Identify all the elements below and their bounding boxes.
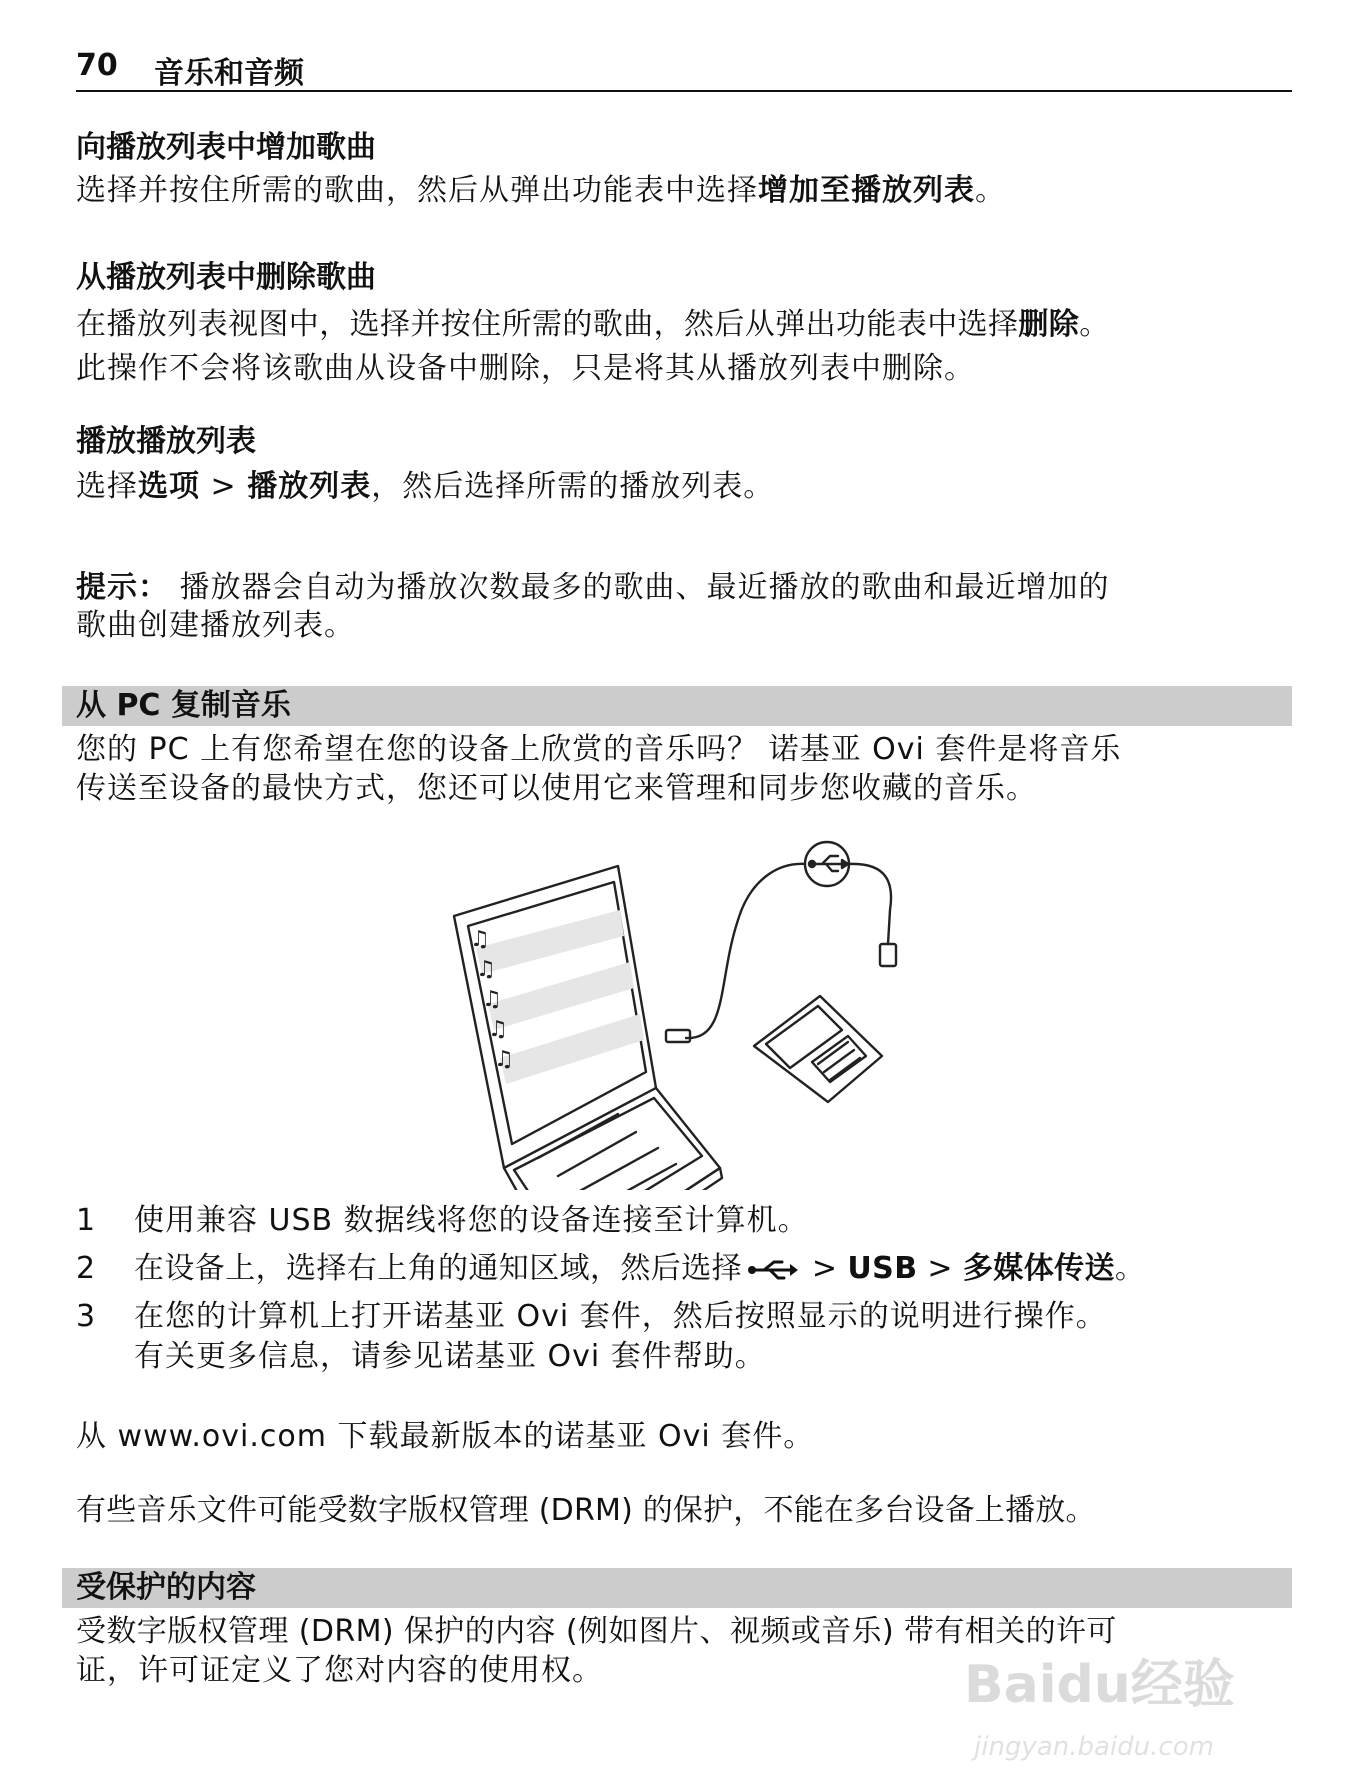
watermark-url: jingyan.baidu.com [974, 1732, 1214, 1762]
step-text-line1: 在您的计算机上打开诺基亚 Ovi 套件，然后按照显示的说明进行操作。 [134, 1299, 1107, 1334]
section-play-playlist [76, 422, 1292, 508]
menu-option-usb: USB [847, 1251, 918, 1286]
tip-label: 提示： [76, 570, 169, 605]
svg-text:♫: ♫ [482, 987, 502, 1012]
section-body: 选择选项 > 播放列表，然后选择所需的播放列表。 [76, 469, 775, 504]
section-body-line1: 在播放列表视图中，选择并按住所需的歌曲，然后从弹出功能表中选择删除。 [76, 307, 1110, 342]
page-number: 70 [76, 48, 118, 83]
tip-box [76, 568, 1292, 644]
section-copy-music-body [76, 730, 1292, 808]
step-text: 在设备上，选择右上角的通知区域，然后选择 > USB > 多媒体传送。 [134, 1251, 1146, 1286]
body-line2: 传送至设备的最快方式，您还可以使用它来管理和同步您收藏的音乐。 [76, 771, 1037, 806]
menu-option-delete: 删除 [1018, 307, 1080, 342]
step-text-line2: 有关更多信息，请参见诺基亚 Ovi 套件帮助。 [134, 1339, 766, 1374]
section-heading: 从播放列表中删除歌曲 [76, 260, 376, 295]
usb-icon [746, 1258, 798, 1282]
menu-option-add-to-playlist: 增加至播放列表 [758, 173, 975, 208]
drm-text: 有些音乐文件可能受数字版权管理 (DRM) 的保护，不能在多台设备上播放。 [76, 1493, 1096, 1528]
download-text: 从 www.ovi.com 下载最新版本的诺基亚 Ovi 套件。 [76, 1419, 815, 1454]
section-band-protected-content [62, 1568, 1292, 1608]
section-add-song [76, 128, 1292, 212]
list-item [76, 1248, 1292, 1290]
tip-line1: 提示： 播放器会自动为播放次数最多的歌曲、最近播放的歌曲和最近增加的 [76, 570, 1110, 605]
watermark-brand: Baidu经验 [964, 1655, 1235, 1715]
body-line1: 受数字版权管理 (DRM) 保护的内容 (例如图片、视频或音乐) 带有相关的许可 [76, 1614, 1117, 1649]
steps-list [76, 1200, 1292, 1382]
section-delete-song [76, 258, 1292, 390]
drm-note [76, 1490, 1292, 1532]
menu-option-options: 选项 [138, 469, 200, 504]
usb-cable-icon [666, 864, 896, 1042]
usb-icon [805, 842, 849, 886]
section-body: 选择并按住所需的歌曲，然后从弹出功能表中选择增加至播放列表。 [76, 173, 1006, 208]
band-title: 从 PC 复制音乐 [76, 688, 291, 723]
svg-text:♫: ♫ [470, 927, 490, 952]
svg-text:♫: ♫ [494, 1047, 514, 1072]
list-item [76, 1296, 1292, 1376]
download-note [76, 1416, 1292, 1458]
section-band-copy-music [62, 686, 1292, 726]
section-heading: 向播放列表中增加歌曲 [76, 130, 376, 165]
section-heading: 播放播放列表 [76, 424, 256, 459]
step-number: 1 [76, 1203, 97, 1238]
tip-line2: 歌曲创建播放列表。 [76, 608, 355, 643]
menu-option-playlists: 播放列表 [247, 469, 372, 504]
chapter-title: 音乐和音频 [154, 56, 304, 91]
svg-text:♫: ♫ [488, 1017, 508, 1042]
body-line2: 证，许可证定义了您对内容的使用权。 [76, 1653, 603, 1688]
menu-option-media-transfer: 多媒体传送 [962, 1251, 1115, 1286]
step-number: 3 [76, 1299, 97, 1334]
laptop-phone-usb-illustration [418, 840, 1018, 1190]
svg-text:♫: ♫ [476, 957, 496, 982]
phone-icon [754, 996, 882, 1102]
step-number: 2 [76, 1251, 97, 1286]
section-body-line2: 此操作不会将该歌曲从设备中删除，只是将其从播放列表中删除。 [76, 351, 975, 386]
band-title: 受保护的内容 [76, 1570, 256, 1605]
baidu-watermark [964, 1642, 1284, 1782]
list-item [76, 1200, 1292, 1242]
page-header [76, 46, 1292, 92]
body-line1: 您的 PC 上有您希望在您的设备上欣赏的音乐吗？ 诺基亚 Ovi 套件是将音乐 [76, 732, 1122, 767]
step-text: 使用兼容 USB 数据线将您的设备连接至计算机。 [134, 1203, 809, 1238]
